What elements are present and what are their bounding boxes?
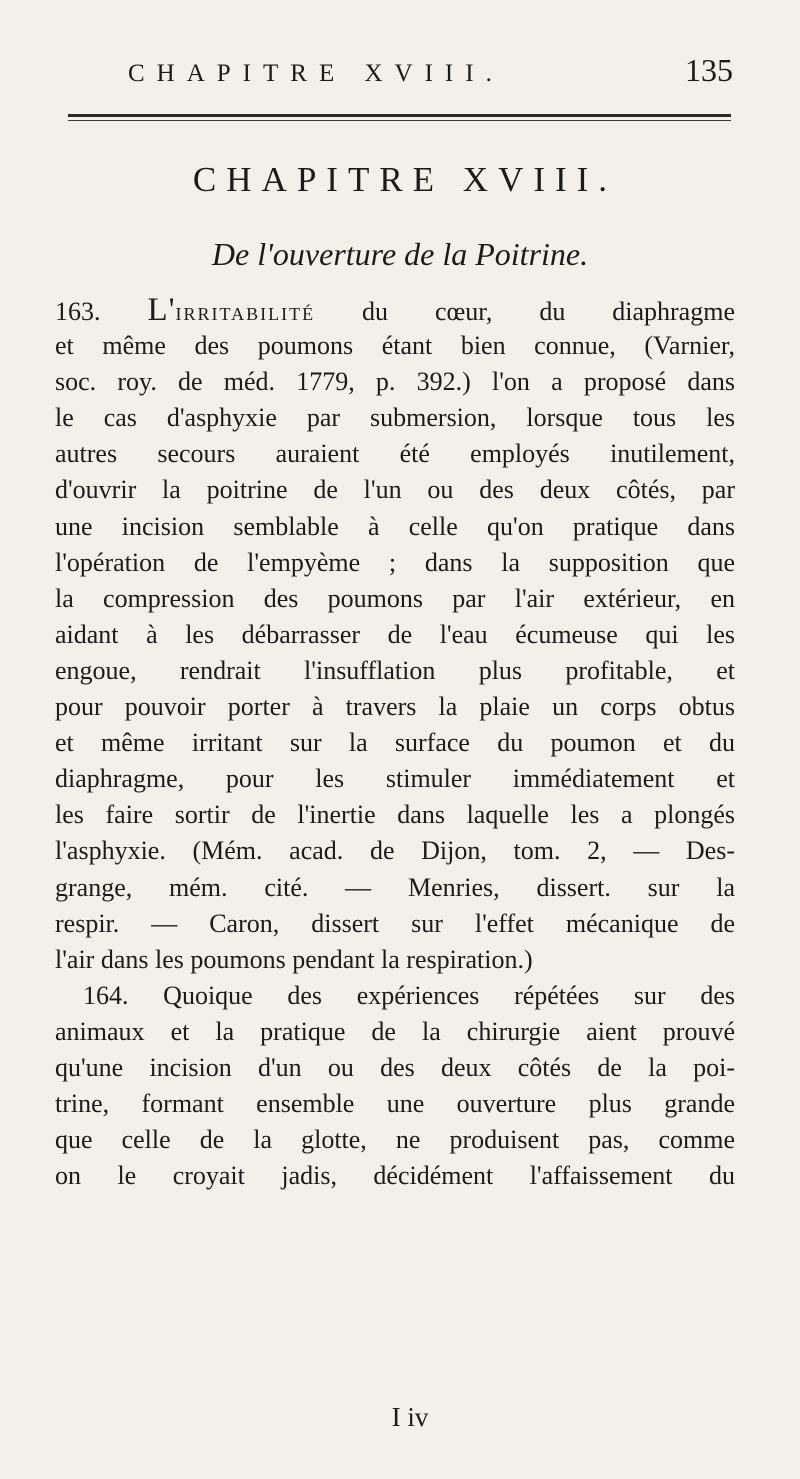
signature-mark: I iv: [391, 1402, 429, 1432]
first-line-rest: du cœur, du diaphragme: [315, 297, 735, 326]
page-number: 135: [685, 52, 733, 88]
text-line: et même des poumons étant bien connue, (Varnier,: [55, 331, 735, 361]
paragraph-164-first-line: 164. Quoique des expériences répétées sur des: [83, 980, 735, 1010]
text-line: autres secours auraient été employés inutilement,: [55, 439, 735, 469]
running-head-title: CHAPITRE XVIII.: [128, 60, 504, 87]
text-line: respir. — Caron, dissert sur l'effet mécanique de: [55, 908, 735, 938]
text-line: aidant à les débarrasser de l'eau écumeuse qui les: [55, 619, 735, 649]
text-line: que celle de la glotte, ne produisent pas, comme: [55, 1125, 735, 1155]
chapter-heading: CHAPITRE XVIII.: [192, 160, 618, 199]
paragraph-number: 163.: [55, 297, 101, 326]
text-line: pour pouvoir porter à travers la plaie un corps obtus: [55, 692, 735, 722]
text-line: le cas d'asphyxie par submersion, lorsque tous les: [55, 403, 735, 433]
text-line: l'air dans les poumons pendant la respiration.): [55, 944, 533, 974]
text-line: qu'une incision d'un ou des deux côtés de la poi-: [55, 1052, 735, 1082]
lead-letter: L': [147, 292, 176, 328]
text-line: animaux et la pratique de la chirurgie aient prouvé: [55, 1016, 735, 1046]
chapter-subtitle: De l'ouverture de la Poitrine.: [211, 236, 589, 272]
text-line: trine, formant ensemble une ouverture plus grande: [55, 1089, 735, 1119]
text-line: diaphragme, pour les stimuler immédiatement et: [55, 764, 735, 794]
lead-smallcaps: irritabilité: [175, 297, 316, 326]
paragraph-163-first-line: [55, 292, 735, 328]
text-line: soc. roy. de méd. 1779, p. 392.) l'on a proposé dans: [55, 367, 735, 397]
running-head: [0, 48, 800, 98]
text-line: les faire sortir de l'inertie dans laquelle les a plongés: [55, 800, 735, 830]
text-line: on le croyait jadis, décidément l'affaissement du: [55, 1161, 735, 1191]
header-rule-thick: [68, 114, 731, 117]
text-line: engoue, rendrait l'insufflation plus profitable, et: [55, 655, 735, 685]
text-line: l'opération de l'empyème ; dans la supposition que: [55, 547, 735, 577]
text-line: l'asphyxie. (Mém. acad. de Dijon, tom. 2, — Des-: [55, 836, 735, 866]
body-text: [55, 292, 735, 1194]
text-line: et même irritant sur la surface du poumon et du: [55, 728, 735, 758]
text-line: une incision semblable à celle qu'on pratique dans: [55, 511, 735, 541]
text-line: la compression des poumons par l'air extérieur, en: [55, 583, 735, 613]
text-line: d'ouvrir la poitrine de l'un ou des deux côtés, par: [55, 475, 735, 505]
text-line: grange, mém. cité. — Menries, dissert. sur la: [55, 872, 735, 902]
header-rule-thin: [68, 120, 731, 121]
